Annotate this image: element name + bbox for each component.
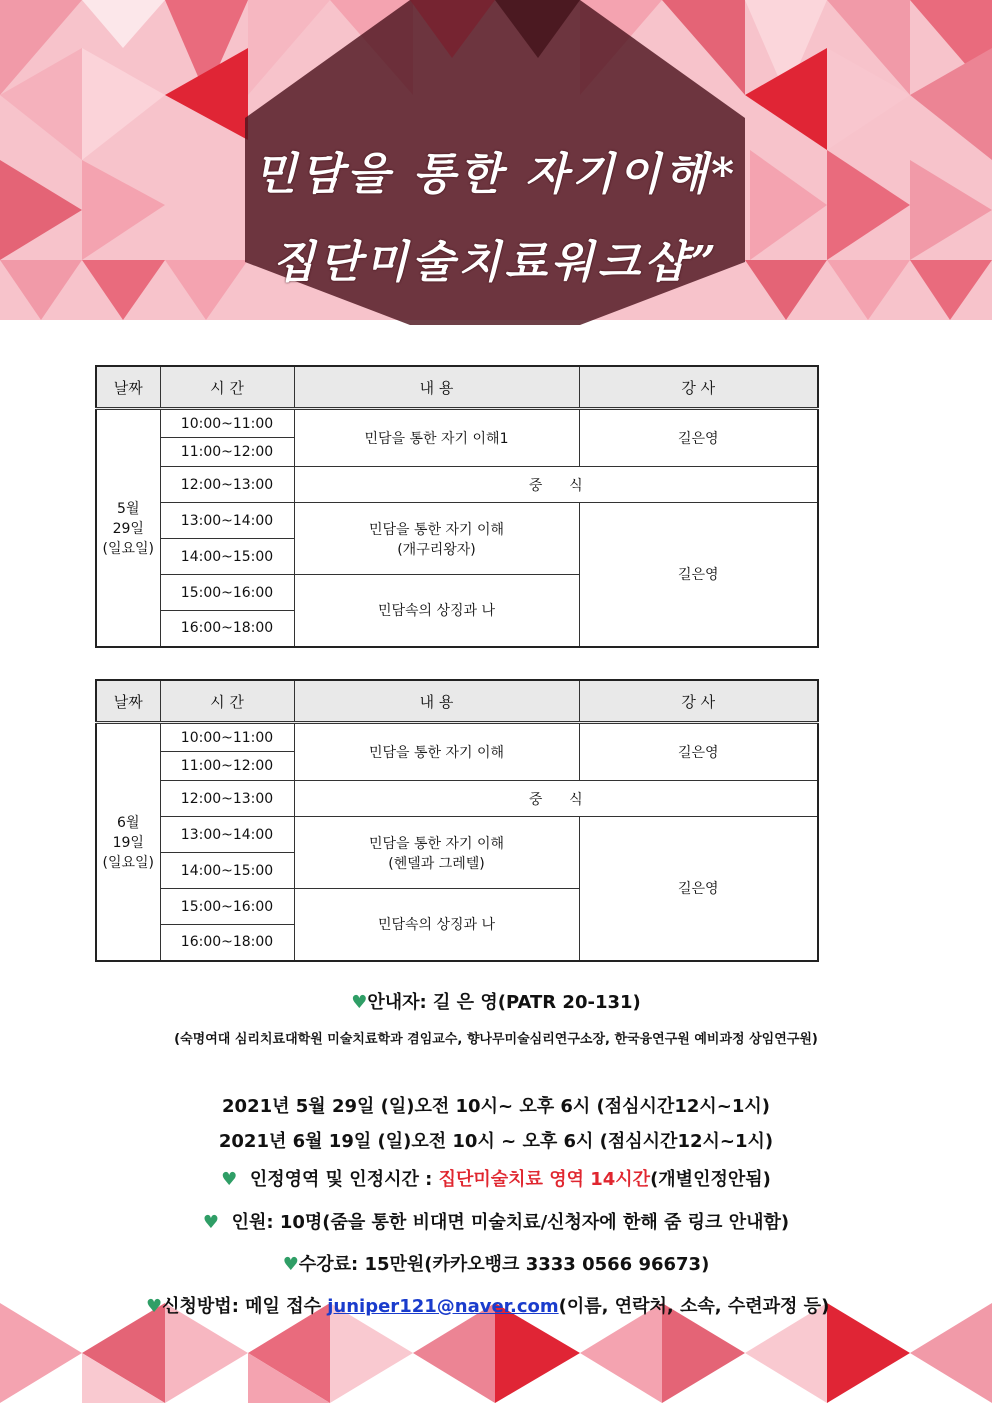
time-cell: 15:00~16:00: [160, 889, 294, 925]
heart-icon: ♥: [282, 1254, 299, 1275]
header-date: 날짜: [96, 680, 160, 723]
session-cell: 민담속의 상징과 나: [294, 575, 579, 647]
heart-icon: ♥: [202, 1212, 220, 1233]
time-cell: 11:00~12:00: [160, 438, 294, 467]
time-cell: 10:00~11:00: [160, 409, 294, 438]
date-cell: 5월 29일 (일요일): [96, 409, 160, 647]
header-instructor: 강 사: [579, 366, 818, 409]
session-cell: 민담을 통한 자기 이해: [294, 723, 579, 781]
table-row: [96, 503, 818, 539]
time-cell: 12:00~13:00: [160, 781, 294, 817]
header-content: 내 용: [294, 680, 579, 723]
email-link[interactable]: juniper121@naver.com: [327, 1296, 559, 1317]
header-time: 시 간: [160, 366, 294, 409]
time-cell: 11:00~12:00: [160, 752, 294, 781]
session-cell: 민담을 통한 자기 이해 (개구리왕자): [294, 503, 579, 575]
cert-suffix: (개별인정안됨): [650, 1169, 771, 1190]
lunch-cell: 중 식: [294, 467, 818, 503]
cert-highlight: 집단미술치료 영역 14시간: [438, 1169, 651, 1190]
schedule-table-may: [95, 365, 819, 648]
cert-prefix: 인정영역 및 인정시간 :: [249, 1169, 439, 1190]
time-cell: 13:00~14:00: [160, 503, 294, 539]
table-row: [96, 409, 818, 438]
header-content: 내 용: [294, 366, 579, 409]
time-cell: 12:00~13:00: [160, 467, 294, 503]
time-cell: 10:00~11:00: [160, 723, 294, 752]
heart-icon: ♥: [351, 992, 368, 1013]
time-cell: 16:00~18:00: [160, 925, 294, 961]
table-row: [96, 781, 818, 817]
schedule-table-june: [95, 679, 819, 962]
header-time: 시 간: [160, 680, 294, 723]
banner-title-line2: 집단미술치료워크샵”: [272, 237, 720, 288]
instructor-cell: 길은영: [579, 503, 818, 647]
guide-affiliation: (숙명여대 심리치료대학원 미술치료학과 겸임교수, 향나무미술심리연구소장, 한국융연구원 예비과정 상임연구원): [174, 1032, 818, 1047]
time-cell: 13:00~14:00: [160, 817, 294, 853]
time-cell: 16:00~18:00: [160, 611, 294, 647]
table-row: [96, 467, 818, 503]
instructor-cell: 길은영: [579, 409, 818, 467]
banner-title-line1: 민담을 통한 자기이해*: [253, 149, 739, 200]
instructor-cell: 길은영: [579, 723, 818, 781]
date-line-may: 2021년 5월 29일 (일)오전 10시~ 오후 6시 (점심시간12시~1시): [222, 1096, 770, 1117]
instructor-cell: 길은영: [579, 817, 818, 961]
table-row: [96, 723, 818, 752]
table-header-row: [96, 366, 818, 409]
table-header-row: [96, 680, 818, 723]
date-line-june: 2021년 6월 19일 (일)오전 10시 ~ 오후 6시 (점심시간12시~1시): [218, 1131, 774, 1152]
capacity-line: ♥ 인원: 10명(줌을 통한 비대면 미술치료/신청자에 한해 줌 링크 안내함): [202, 1212, 790, 1233]
header-date: 날짜: [96, 366, 160, 409]
session-cell: 민담을 통한 자기 이해1: [294, 409, 579, 467]
certification-line: [0, 1165, 992, 1191]
session-cell: 민담속의 상징과 나: [294, 889, 579, 961]
date-cell: 6월 19일 (일요일): [96, 723, 160, 961]
time-cell: 15:00~16:00: [160, 575, 294, 611]
fee-line: ♥수강료: 15만원(카카오뱅크 3333 0566 96673): [282, 1254, 710, 1275]
header-instructor: 강 사: [579, 680, 818, 723]
apply-line: ♥신청방법: 메일 접수 juniper121@naver.com(이름, 연락처, 소속, 수련과정 등): [146, 1296, 830, 1317]
time-cell: 14:00~15:00: [160, 853, 294, 889]
lunch-cell: 중 식: [294, 781, 818, 817]
table-row: [96, 817, 818, 853]
heart-icon: ♥: [146, 1296, 163, 1317]
guide-line: ♥안내자: 길 은 영(PATR 20-131): [351, 992, 641, 1013]
heart-icon: ♥: [221, 1169, 238, 1190]
time-cell: 14:00~15:00: [160, 539, 294, 575]
session-cell: 민담을 통한 자기 이해 (헨델과 그레텔): [294, 817, 579, 889]
